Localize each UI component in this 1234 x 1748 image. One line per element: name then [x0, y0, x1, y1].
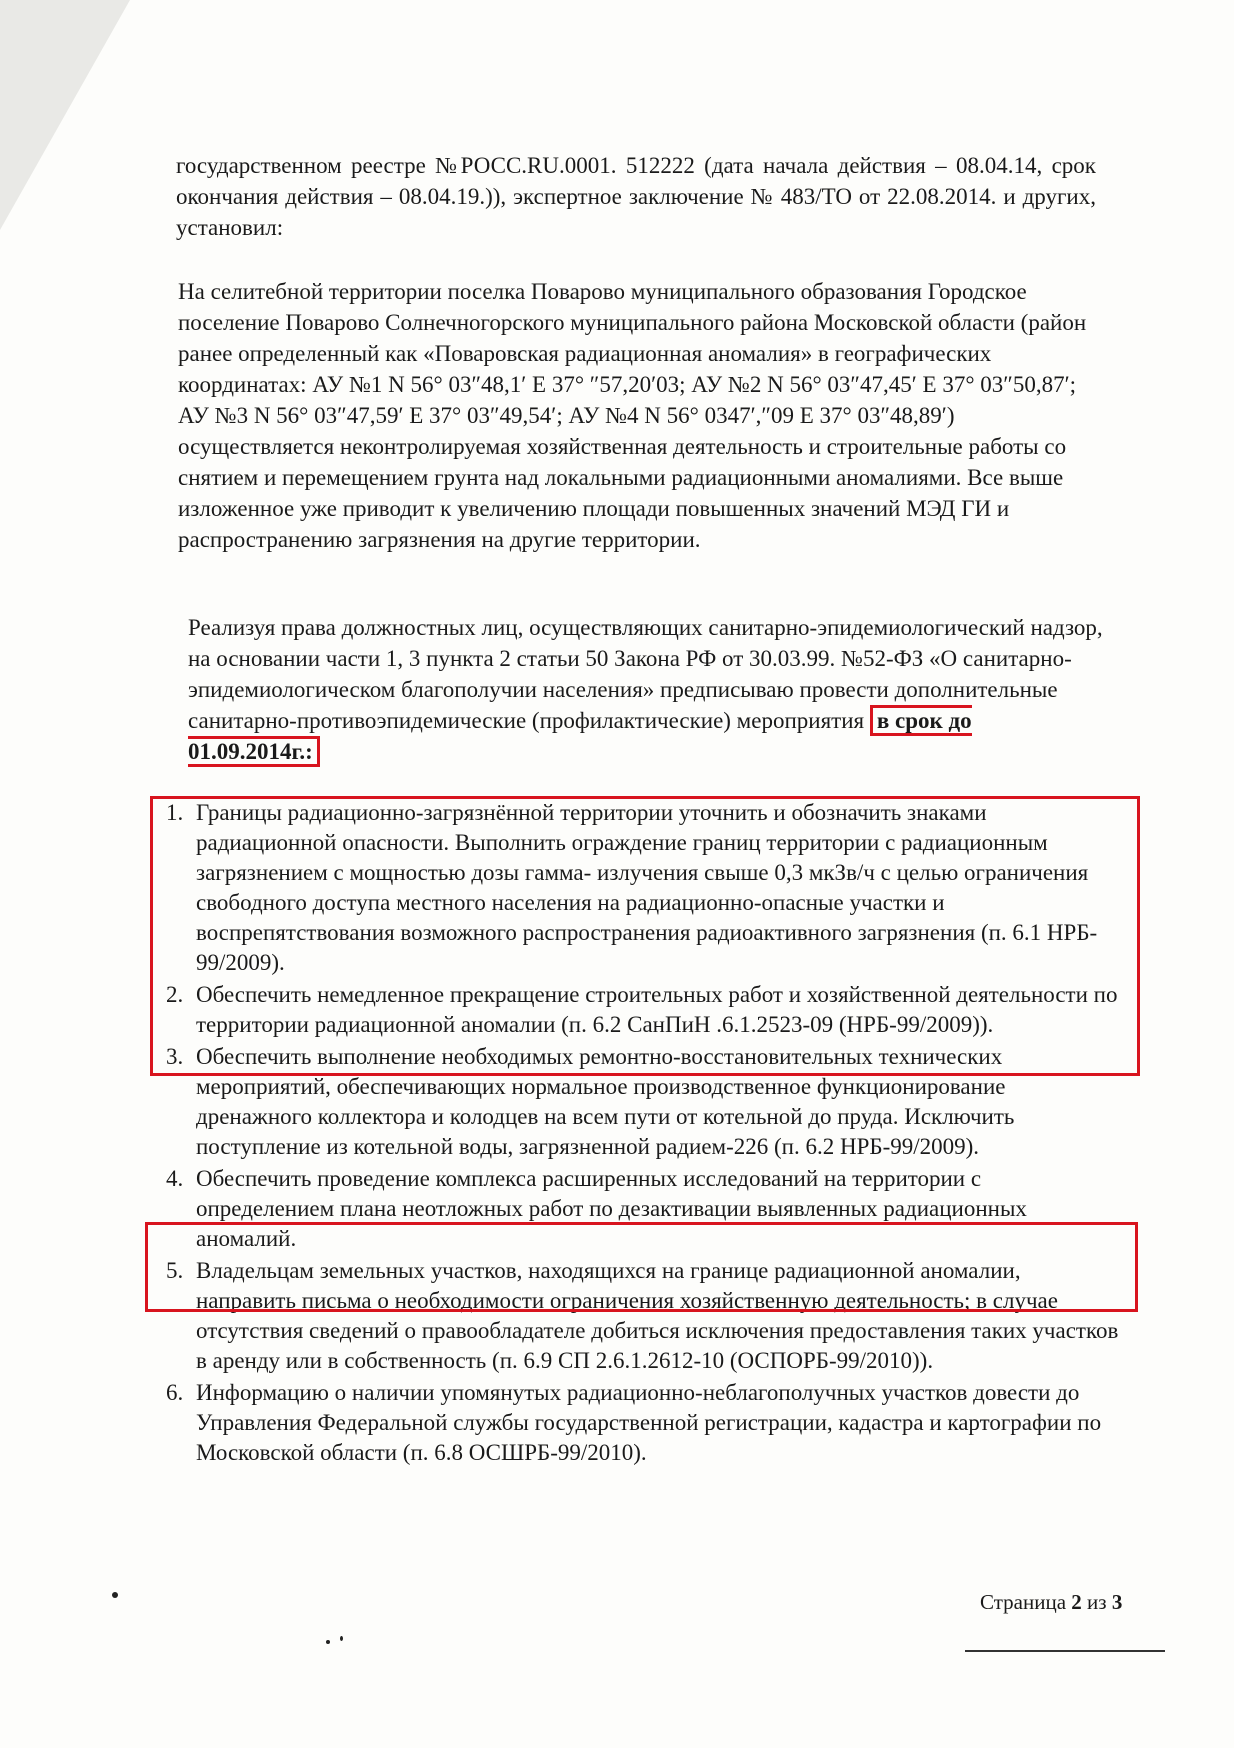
measure-text: Обеспечить выполнение необходимых ремонтно-восстановительных технических мероприятий, обеспечивающих нормальное производственное функционирование дренажного коллектора и колодцев на всем пути от котельной до пруда. Исключить поступление из котельной воды, загрязненной радием-226 (п. 6.2 НРБ-99/2009). [196, 1044, 1015, 1159]
page-of-word: из [1087, 1590, 1107, 1614]
measure-number: 6. [166, 1380, 184, 1405]
measure-text: Обеспечить немедленное прекращение строительных работ и хозяйственной деятельности по территории радиационной аномалии (п. 6.2 СанПиН .6.1.2523-09 (НРБ-99/2009)). [196, 982, 1118, 1037]
measure-number: 5. [166, 1258, 184, 1283]
measure-number: 1. [166, 800, 184, 825]
highlight-box-item-4 [145, 1222, 1138, 1312]
page-number [980, 1590, 1122, 1615]
scan-speck [326, 1640, 330, 1644]
scan-speck [340, 1636, 343, 1641]
highlight-box-items-1-2 [150, 796, 1140, 1076]
deadline-highlight: в срок до 01.09.2014г.: [188, 705, 972, 767]
page-current: 2 [1071, 1590, 1082, 1614]
measure-number: 3. [166, 1044, 184, 1069]
measure-number: 4. [166, 1166, 184, 1191]
measure-item-6 [160, 1378, 1120, 1468]
measure-text: Информацию о наличии упомянутых радиационно-неблагополучных участков довести до Управления Федеральной службы государственной регистрации, кадастра и картографии по Московской области (п. 6.8 ОСШРБ-99/2010). [196, 1380, 1102, 1465]
footer-rule [965, 1650, 1165, 1652]
scan-speck [112, 1592, 118, 1598]
measure-number: 2. [166, 982, 184, 1007]
prescription-text: Реализуя права должностных лиц, осуществляющих санитарно-эпидемиологический надзор, на основании части 1, 3 пункта 2 статьи 50 Закона РФ от 30.03.99. №52-ФЗ «О санитарно-эпидемиологическом благополучии населения» предписываю провести дополнительные санитарно-противоэпидемические (профилактические) мероприятия [188, 615, 1103, 733]
measure-text: Границы радиационно-загрязнённой территории уточнить и обозначить знаками радиационной опасности. Выполнить ограждение границ территории с радиационным загрязнением с мощностью дозы гамма- излучения свыше 0,3 мкЗв/ч с целью ограничения свободного доступа местного населения на радиационно-опасные участки и воспрепятствования возможного распространения радиоактивного загрязнения (п. 6.1 НРБ- 99/2009). [196, 800, 1098, 975]
measure-text: Обеспечить проведение комплекса расширенных исследований на территории с определением плана неотложных работ по дезактивации выявленных радиационных аномалий. [196, 1166, 1027, 1251]
measure-text: Владельцам земельных участков, находящихся на границе радиационной аномалии, направить письма о необходимости ограничения хозяйственную деятельность; в случае отсутствия сведений о правообладателе добиться исключения предоставления таких участков в аренду или в собственность (п. 6.9 СП 2.6.1.2612-10 (ОСПОРБ-99/2010)). [196, 1258, 1119, 1373]
findings-paragraph: На селитебной территории поселка Поварово муниципального образования Городское поселение Поварово Солнечногорского муниципального района Московской области (район ранее определенный как «Поваровская радиационная аномалия» в географических координатах: АУ №1 N 56° 03″48,1′ E 37° ″57,20′03; АУ №2 N 56° 03″47,45′ E 37° 03″50,87′; АУ №3 N 56° 03″47,59′ E 37° 03″49,54′; АУ №4 N 56° 0347′,″09 E 37° 03″48,89′) осуществляется неконтролируемая хозяйственная деятельность и строительные работы со снятием и перемещением грунта над локальными радиационными аномалиями. Все выше изложенное уже приводит к увеличению площади повышенных значений МЭД ГИ и распространению загрязнения на другие территории. [178, 279, 1087, 552]
intro-paragraph: государственном реестре №РОСС.RU.0001. 512222 (дата начала действия – 08.04.14, срок окончания действия – 08.04.19.)), экспертное заключение № 483/ТО от 22.08.2014. и других, установил: [176, 153, 1096, 240]
scan-corner-shade [0, 0, 130, 230]
page-total: 3 [1111, 1590, 1123, 1614]
page-word: Страница [980, 1590, 1067, 1614]
prescription-paragraph [188, 612, 1108, 767]
